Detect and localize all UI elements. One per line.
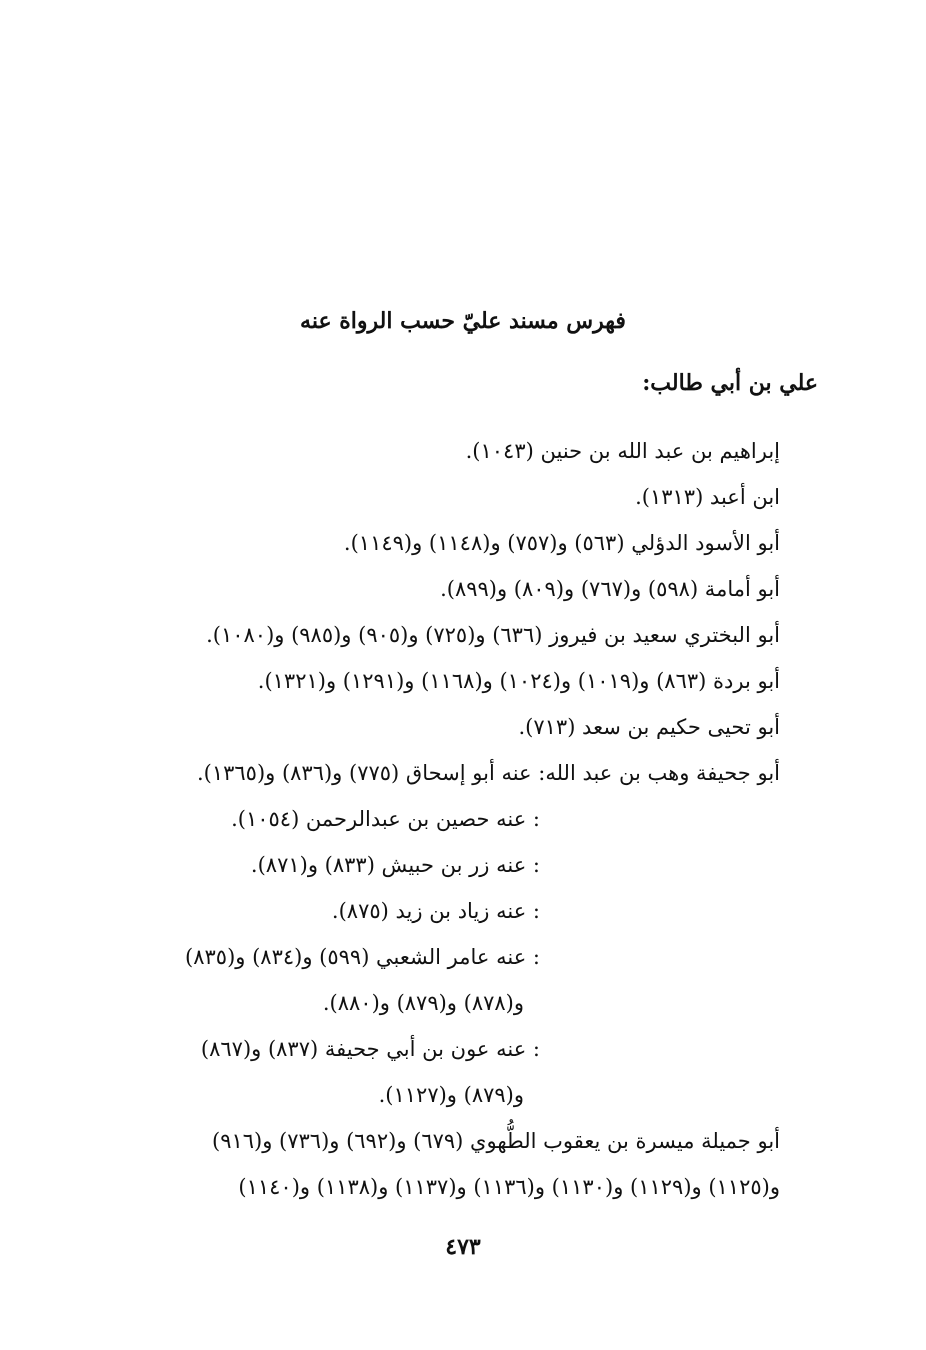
index-entry: أبو أمامة (٥٩٨) و(٧٦٧) و(٨٠٩) و(٨٩٩). (440, 577, 780, 601)
index-entry: أبو جميلة ميسرة بن يعقوب الطُّهوي (٦٧٩) و(٦٩٢) و(٧٣٦) و(٩١٦) (211, 1129, 780, 1153)
index-entry: أبو الأسود الدؤلي (٥٦٣) و(٧٥٧) و(١١٤٨) و(١١٤٩). (343, 531, 780, 555)
index-subentry-continuation: و(٨٧٨) و(٨٧٩) و(٨٨٠). (322, 991, 524, 1015)
index-entry-continuation: و(١١٢٥) و(١١٢٩) و(١١٣٠) و(١١٣٦) و(١١٣٧) و(١١٣٨) و(١١٤٠) (238, 1175, 780, 1199)
index-entry: أبو تحيى حكيم بن سعد (٧١٣). (518, 715, 780, 739)
index-subentry: : عنه عامر الشعبي (٥٩٩) و(٨٣٤) و(٨٣٥) (185, 945, 540, 969)
index-entry: إبراهيم بن عبد الله بن حنين (١٠٤٣). (465, 439, 780, 463)
index-subentry: : عنه عون بن أبي جحيفة (٨٣٧) و(٨٦٧) (200, 1037, 540, 1061)
index-subentry: : عنه زياد بن زيد (٨٧٥). (331, 899, 540, 923)
index-entry: أبو البختري سعيد بن فيروز (٦٣٦) و(٧٢٥) و(٩٠٥) و(٩٨٥) و(١٠٨٠). (206, 623, 780, 647)
index-entry: ابن أعبد (١٣١٣). (635, 485, 780, 509)
index-subentry: : عنه زر بن حبيش (٨٣٣) و(٨٧١). (250, 853, 540, 877)
index-entry: أبو بردة (٨٦٣) و(١٠١٩) و(١٠٢٤) و(١١٦٨) و(١٢٩١) و(١٣٢١). (257, 669, 780, 693)
section-heading: علي بن أبي طالب: (642, 370, 818, 396)
page-number: ٤٧٣ (445, 1234, 481, 1260)
index-subentry: : عنه حصين بن عبدالرحمن (١٠٥٤). (231, 807, 540, 831)
page-title: فهرس مسند عليّ حسب الرواة عنه (300, 308, 626, 334)
index-subentry-continuation: و(٨٧٩) و(١١٢٧). (378, 1083, 524, 1107)
index-entry: أبو جحيفة وهب بن عبد الله: عنه أبو إسحاق (٧٧٥) و(٨٣٦) و(١٣٦٥). (196, 761, 780, 785)
